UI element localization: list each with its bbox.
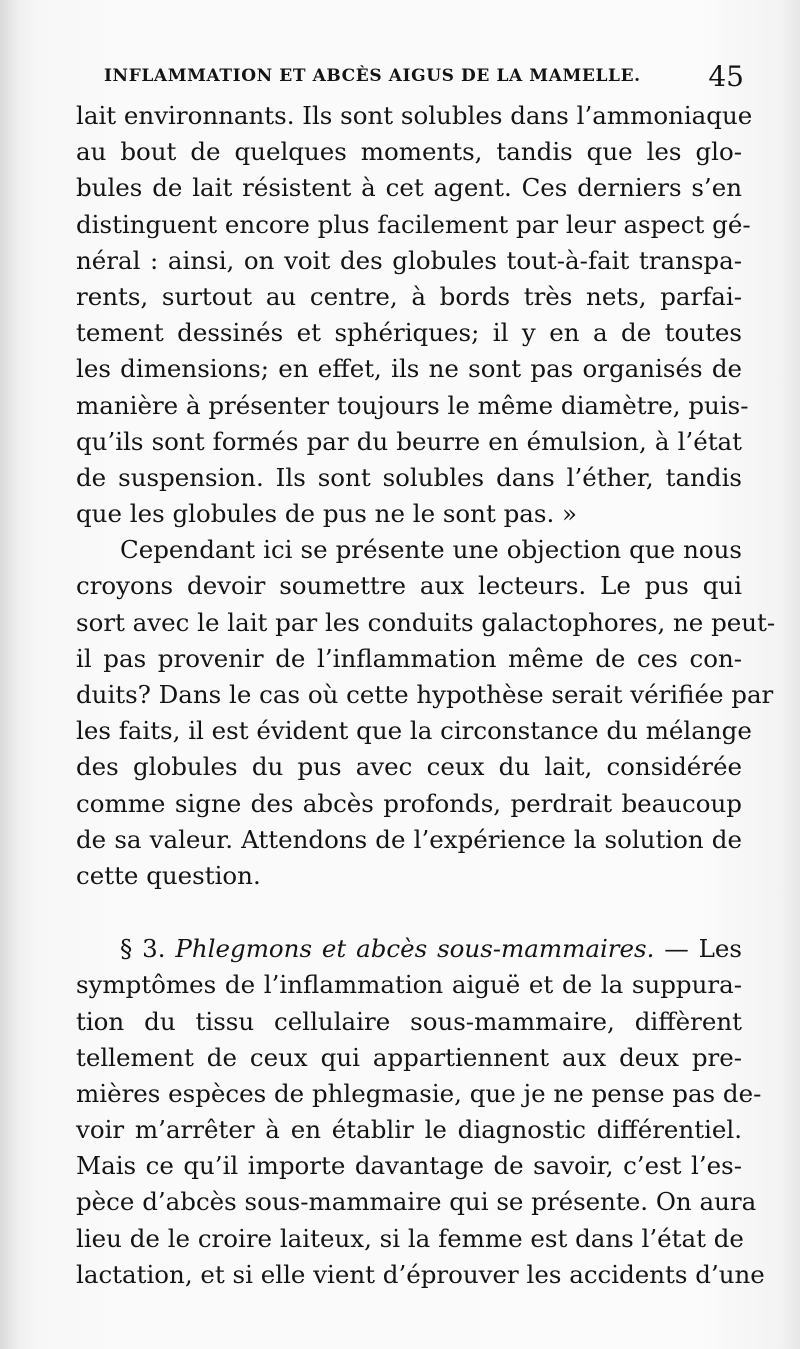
text-line: sort avec le lait par les conduits galactophores, ne peut- [76, 607, 776, 637]
text-line: de suspension. Ils sont solubles dans l’éther, tandis [76, 462, 742, 492]
text-line: néral : ainsi, on voit des globules tout-à-fait transpa- [76, 245, 742, 275]
text-line: comme signe des abcès profonds, perdrait beaucoup [76, 788, 742, 818]
text-line: manière à présenter toujours le même diamètre, puis- [76, 390, 749, 420]
body-text [76, 98, 776, 1293]
text-line: croyons devoir soumettre aux lecteurs. Le pus qui [76, 571, 742, 601]
text-line: tellement de ceux qui appartiennent aux deux pre- [76, 1042, 742, 1072]
text-line: mières espèces de phlegmasie, que je ne pense pas de- [76, 1078, 762, 1108]
page-number: 45 [708, 60, 744, 93]
text-line: pèce d’abcès sous-mammaire qui se présente. On aura [76, 1187, 757, 1217]
section-heading-line [76, 931, 742, 967]
text-line: au bout de quelques moments, tandis que les glo- [76, 137, 742, 167]
text-line: voir m’arrêter à en établir le diagnostic différentiel. [76, 1115, 742, 1145]
page-header [104, 60, 744, 94]
text-line: distinguent encore plus facilement par leur aspect gé- [76, 209, 751, 239]
running-head: INFLAMMATION ET ABCÈS AIGUS DE LA MAMELLE. [104, 66, 641, 86]
text-line: lait environnants. Ils sont solubles dans l’ammoniaque [76, 101, 753, 130]
text-line: tement dessinés et sphériques; il y en a de toutes [76, 318, 742, 348]
text-line: des globules du pus avec ceux du lait, considérée [76, 752, 742, 782]
text-line: duits? Dans le cas où cette hypothèse serait vérifiée par [76, 680, 774, 709]
text-line: que les globules de pus ne le sont pas. » [76, 499, 578, 529]
text-line: cette question. [76, 860, 261, 890]
section-title: Phlegmons et abcès sous-mammaires. [175, 934, 655, 964]
paragraph [76, 98, 753, 532]
text-line: symptômes de l’inflammation aiguë et de la suppura- [76, 970, 742, 1000]
text-line: Cependant ici se présente une objection que nous [120, 535, 742, 565]
text-line: rents, surtout au centre, à bords très nets, parfai- [76, 281, 742, 311]
text-line: les dimensions; en effet, ils ne sont pas organisés de [76, 354, 742, 384]
text-line: tion du tissu cellulaire sous-mammaire, diffèrent [76, 1006, 742, 1036]
section-number: § 3. [120, 934, 166, 964]
text-line: bules de lait résistent à cet agent. Ces derniers s’en [76, 173, 742, 203]
text-line: de sa valeur. Attendons de l’expérience la solution de [76, 824, 742, 854]
paragraph [76, 931, 765, 1293]
text-line: les faits, il est évident que la circonstance du mélange [76, 716, 752, 746]
section-spacer [76, 894, 742, 931]
text-line: lieu de le croire laiteux, si la femme est dans l’état de [76, 1223, 744, 1253]
text-line: lactation, et si elle vient d’éprouver les accidents d’une [76, 1259, 765, 1289]
text-line: — Les [664, 934, 742, 964]
text-line: il pas provenir de l’inflammation même de ces con- [76, 643, 742, 673]
paragraph [76, 532, 776, 894]
text-line: qu’ils sont formés par du beurre en émulsion, à l’état [76, 426, 742, 456]
text-line: Mais ce qu’il importe davantage de savoir, c’est l’es- [76, 1151, 742, 1181]
